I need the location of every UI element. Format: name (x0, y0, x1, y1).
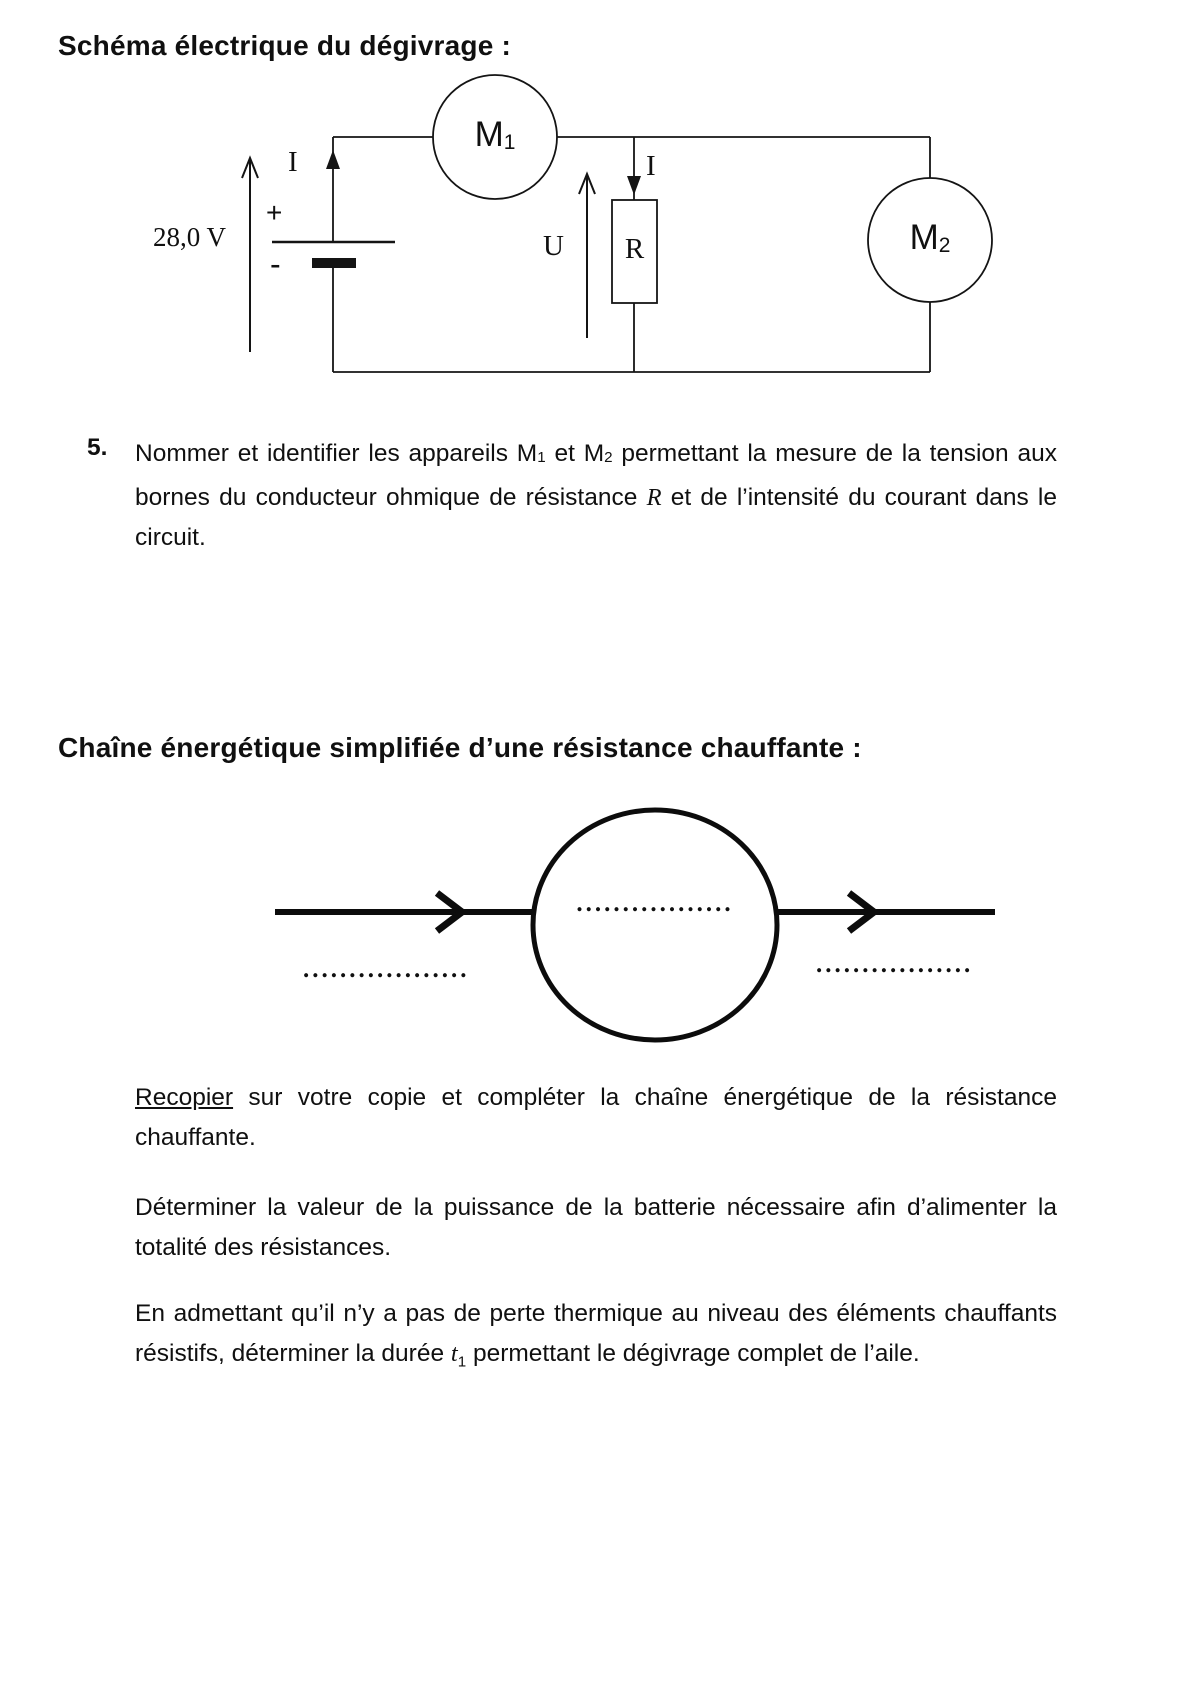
meter1-label-base: M (474, 115, 504, 154)
resistor-label: R (624, 233, 645, 265)
chain-center-placeholder: ................. (576, 890, 734, 917)
question5-number: 5. (87, 434, 108, 461)
question5-part1: Nommer et identifier les appareils M (135, 440, 538, 467)
admettant-part1: En admettant qu’il n’y a pas de perte thermique au niveau des éléments chauffants résistifs, déterminer la durée (135, 1300, 1057, 1367)
chain-section-heading: Chaîne énergétique simplifiée d’une résistance chauffante : (58, 732, 862, 763)
meter1-label (433, 115, 557, 155)
chain-left-placeholder: .................. (303, 956, 470, 983)
question5-sub2: 2 (604, 449, 613, 467)
instruction-determiner: Déterminer la valeur de la puissance de la batterie nécessaire afin d’alimenter la totalité des résistances. (135, 1194, 1057, 1261)
battery-plus-sign: + (266, 197, 283, 228)
instruction-recopier (135, 1078, 1057, 1158)
current-arrow-left-head (326, 150, 340, 169)
chain-right-placeholder: ................. (816, 951, 974, 978)
chain-converter-circle (533, 810, 777, 1040)
meter1-label-sub: 1 (503, 131, 516, 155)
question5-var-r: R (646, 484, 662, 512)
recopier-rest: sur votre copie et compléter la chaîne énergétique de la résistance chauffante. (135, 1084, 1057, 1151)
question5-sub1: 1 (537, 449, 546, 467)
question5-part3: permettant la mesure de la tension aux bornes du conducteur ohmique de résistance (135, 440, 1057, 512)
admettant-var-t-sub: 1 (457, 1353, 467, 1371)
meter2-label-sub: 2 (938, 234, 951, 258)
meter2-label (868, 218, 992, 258)
current-label-left: I (288, 146, 298, 178)
battery-minus-sign: - (270, 246, 281, 282)
admettant-var-t: t (450, 1340, 458, 1367)
question5-text (135, 434, 1057, 558)
voltage-u-label: U (543, 230, 564, 262)
current-arrow-branch-head (627, 176, 641, 195)
question5-part2: et M (545, 440, 605, 467)
current-label-branch: I (646, 150, 656, 182)
energy-chain-diagram (275, 810, 995, 1040)
instruction-admettant (135, 1294, 1057, 1382)
recopier-underlined-word: Recopier (135, 1084, 234, 1111)
battery-voltage-label: 28,0 V (153, 222, 227, 252)
admettant-part2: permettant le dégivrage complet de l’aile. (466, 1340, 920, 1367)
circuit-section-heading: Schéma électrique du dégivrage : (58, 30, 511, 61)
question5-part4: et de l’intensité du courant dans le circuit. (135, 484, 1058, 552)
meter2-label-base: M (909, 218, 939, 257)
